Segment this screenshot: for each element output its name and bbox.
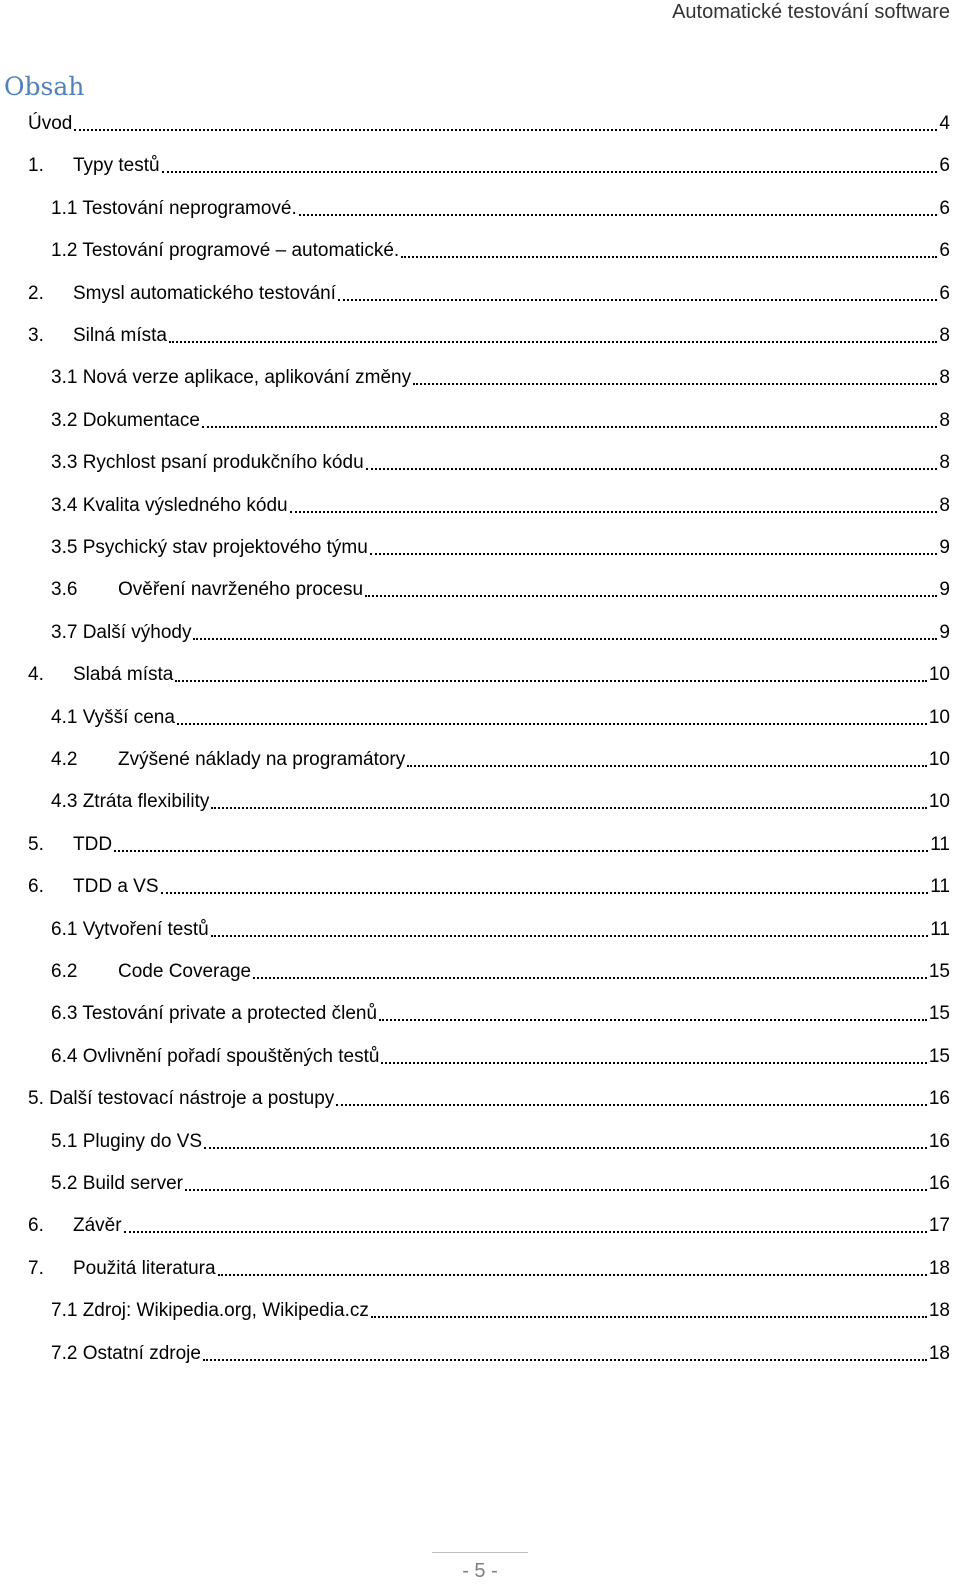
toc-entry[interactable] [0, 615, 950, 645]
toc-entry-page: 11 [930, 833, 950, 855]
toc-entry-page: 16 [928, 1088, 950, 1110]
toc-entry-label: 6.1 Vytvoření testů [51, 918, 209, 940]
toc-entry[interactable] [0, 1293, 950, 1323]
toc-entry-page: 9 [939, 579, 950, 601]
toc-entry-label: 3.2 Dokumentace [51, 409, 200, 431]
toc-entry-page: 18 [928, 1300, 950, 1322]
toc-dot-leader [175, 679, 927, 682]
toc-entry-page: 9 [939, 621, 950, 643]
toc-dot-leader [204, 1146, 927, 1149]
toc-entry-label: 5.1 Pluginy do VS [51, 1130, 203, 1152]
toc-entry-page: 8 [939, 409, 950, 431]
toc-entry-page: 11 [930, 918, 950, 940]
toc-dot-leader [203, 1358, 927, 1361]
toc-entry[interactable] [0, 276, 950, 306]
toc-entry-label: TDD a VS [73, 876, 159, 898]
toc-entry-page: 17 [928, 1215, 950, 1237]
toc-entry-page: 18 [928, 1342, 950, 1364]
toc-entry-label: 4.1 Vyšší cena [51, 706, 175, 728]
toc-entry[interactable] [0, 530, 950, 560]
toc-dot-leader [211, 934, 929, 937]
toc-entry-number: 6. [28, 876, 44, 898]
toc-entry-label: 3.4 Kvalita výsledného kódu [51, 494, 288, 516]
toc-entry-page: 6 [939, 240, 950, 262]
toc-entry-label: 6.3 Testování private a protected členů [51, 1003, 378, 1025]
toc-entry[interactable] [0, 233, 950, 263]
toc-entry[interactable] [0, 106, 950, 136]
toc-entry[interactable] [0, 700, 950, 730]
toc-entry-page: 9 [939, 537, 950, 558]
toc-dot-leader [371, 1315, 927, 1318]
toc-entry-page: 10 [928, 706, 950, 728]
toc-entry[interactable] [0, 360, 950, 390]
toc-dot-leader [370, 552, 938, 555]
toc-entry-page: 10 [928, 749, 950, 770]
toc-entry-number: 1. [28, 155, 44, 177]
toc-dot-leader [299, 213, 938, 216]
toc-dot-leader [185, 1188, 927, 1191]
toc-entry-label: 5.2 Build server [51, 1173, 184, 1194]
toc-entry-page: 16 [928, 1173, 950, 1194]
toc-entry[interactable] [0, 1336, 950, 1366]
toc-entry[interactable] [0, 912, 950, 942]
toc-dot-leader [365, 594, 937, 597]
toc-entry-label: Code Coverage [118, 961, 252, 982]
toc-dot-leader [74, 128, 937, 131]
toc-dot-leader [124, 1230, 927, 1233]
toc-dot-leader [413, 382, 937, 385]
toc-entry[interactable] [0, 1124, 950, 1154]
toc-entry-page: 15 [928, 961, 950, 982]
toc-entry-label: 5. Další testovací nástroje a postupy [28, 1088, 335, 1110]
toc-entry-number: 6.2 [51, 961, 78, 982]
toc-entry-label: 4.3 Ztráta flexibility [51, 791, 210, 813]
toc-entry-page: 10 [928, 664, 950, 686]
toc-entry-label: Silná místa [73, 325, 167, 346]
toc-entry-page: 11 [930, 876, 950, 898]
toc-entry-page: 4 [939, 113, 950, 134]
toc-dot-leader [114, 849, 928, 852]
toc-dot-leader [379, 1018, 927, 1021]
toc-entry[interactable] [0, 954, 950, 984]
toc-title: Obsah [4, 72, 85, 101]
toc-dot-leader [202, 425, 938, 428]
toc-entry-page: 15 [928, 1003, 950, 1025]
toc-dot-leader [162, 170, 938, 173]
toc-entry-label: Slabá místa [73, 664, 174, 686]
toc-entry[interactable] [0, 1039, 950, 1069]
toc-entry-page: 8 [939, 325, 950, 346]
toc-entry[interactable] [0, 657, 950, 687]
toc-entry[interactable] [0, 996, 950, 1026]
page-number: - 5 - [462, 1560, 498, 1582]
toc-entry-label: Úvod [28, 113, 73, 134]
toc-dot-leader [407, 764, 927, 767]
toc-entry-label: 3.3 Rychlost psaní produkčního kódu [51, 452, 364, 474]
toc-entry[interactable] [0, 1166, 950, 1196]
toc-entry[interactable] [0, 784, 950, 814]
toc-entry-number: 4. [28, 664, 44, 686]
toc-entry[interactable] [0, 318, 950, 348]
toc-dot-leader [193, 637, 937, 640]
toc-entry-page: 8 [939, 367, 950, 389]
toc-entry-label: Ověření navrženého procesu [118, 579, 364, 601]
toc-entry-label: 6.4 Ovlivnění pořadí spouštěných testů [51, 1045, 380, 1067]
toc-entry-page: 6 [939, 155, 950, 177]
toc-entry-label: 7.1 Zdroj: Wikipedia.org, Wikipedia.cz [51, 1300, 369, 1322]
toc-entry-label: 3.5 Psychický stav projektového týmu [51, 537, 368, 558]
toc-dot-leader [366, 467, 938, 470]
toc-entry-number: 3. [28, 325, 44, 346]
toc-entry-number: 6. [28, 1215, 44, 1237]
toc-entry[interactable] [0, 148, 950, 178]
toc-entry[interactable] [0, 1081, 950, 1111]
toc-dot-leader [401, 255, 937, 258]
toc-entry[interactable] [0, 869, 950, 899]
toc-dot-leader [177, 722, 927, 725]
toc-entry-page: 16 [928, 1130, 950, 1152]
running-header: Automatické testování software [672, 1, 950, 23]
toc-entry[interactable] [0, 445, 950, 475]
toc-entry[interactable] [0, 1208, 950, 1238]
toc-entry[interactable] [0, 742, 950, 772]
toc-dot-leader [336, 1103, 927, 1106]
toc-entry-page: 6 [939, 197, 950, 219]
toc-entry[interactable] [0, 488, 950, 518]
toc-entry-label: Použitá literatura [73, 1257, 216, 1279]
toc-dot-leader [218, 1273, 927, 1276]
toc-entry-label: 1.1 Testování neprogramové. [51, 197, 297, 219]
toc-entry-label: Typy testů [73, 155, 160, 177]
toc-entry-label: 3.1 Nová verze aplikace, aplikování změny [51, 367, 412, 389]
footer-divider [432, 1552, 528, 1553]
toc-dot-leader [169, 340, 937, 343]
toc-entry-page: 6 [939, 282, 950, 304]
toc-entry-label: 7.2 Ostatní zdroje [51, 1342, 201, 1364]
toc-entry-label: Zvýšené náklady na programátory [118, 749, 406, 770]
toc-entry-page: 18 [928, 1257, 950, 1279]
toc-entry-page: 8 [939, 494, 950, 516]
toc-entry[interactable] [0, 191, 950, 221]
toc-dot-leader [211, 806, 926, 809]
toc-entry-label: Závěr [73, 1215, 122, 1237]
toc-entry-page: 8 [939, 452, 950, 474]
toc-dot-leader [290, 510, 938, 513]
toc-entry[interactable] [0, 1251, 950, 1281]
toc-entry-label: TDD [73, 833, 113, 855]
toc-entry-number: 3.6 [51, 579, 78, 601]
toc-entry-number: 5. [28, 833, 44, 855]
toc-entry[interactable] [0, 403, 950, 433]
toc-dot-leader [338, 298, 937, 301]
toc-dot-leader [381, 1061, 926, 1064]
toc-entry-label: 1.2 Testování programové – automatické. [51, 240, 400, 262]
toc-entry-label: Smysl automatického testování [73, 282, 336, 304]
toc-entry-number: 4.2 [51, 749, 78, 770]
toc-dot-leader [161, 891, 929, 894]
toc-entry-number: 7. [28, 1257, 44, 1279]
toc-entry-page: 15 [928, 1045, 950, 1067]
toc-entry-number: 2. [28, 282, 44, 304]
toc-entry-label: 3.7 Další výhody [51, 621, 192, 643]
toc-entry-page: 10 [928, 791, 950, 813]
toc-entry[interactable] [0, 827, 950, 857]
toc-dot-leader [253, 976, 927, 979]
toc-entry[interactable] [0, 572, 950, 602]
